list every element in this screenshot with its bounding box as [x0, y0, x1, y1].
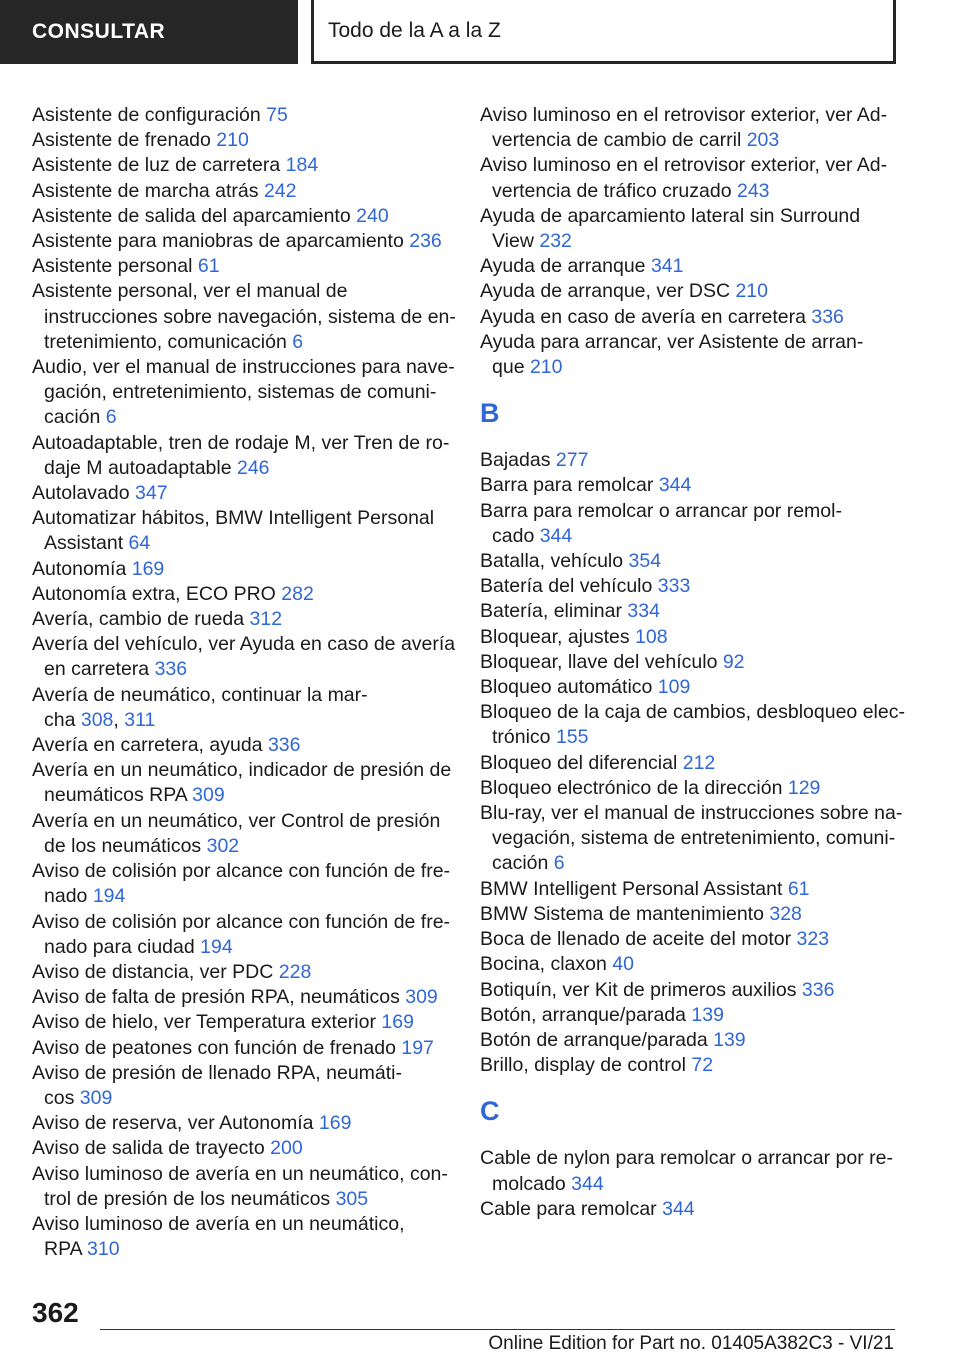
page-reference-link[interactable]: 184 [285, 154, 319, 177]
page-reference-link[interactable]: 344 [658, 474, 692, 497]
page-reference-link[interactable]: 328 [769, 902, 802, 925]
page-reference-link[interactable]: 61 [787, 877, 810, 900]
page-reference-link[interactable]: 341 [650, 255, 684, 278]
index-entry [480, 305, 900, 330]
page-reference-link[interactable]: 72 [691, 1054, 714, 1077]
index-entry-text: Bloquear, llave del vehículo [480, 650, 723, 673]
chapter-tab-label: Todo de la A a la Z [328, 18, 501, 42]
index-entry [32, 153, 452, 178]
index-entry-text: Ayuda de arranque [480, 255, 651, 278]
index-entry [480, 952, 900, 977]
index-entry-text: vertencia de cambio de carril [492, 129, 747, 152]
index-entry-text: Audio, ver el manual de instrucciones para nave‐ [32, 356, 455, 379]
index-entry-text: Bloqueo de la caja de cambios, desbloqueo elec‐ [480, 701, 905, 724]
index-entry [32, 254, 452, 279]
index-entry [480, 751, 900, 776]
index-entry [480, 1197, 900, 1222]
index-entry [480, 675, 900, 700]
index-entry [480, 1028, 900, 1053]
index-entry-text: Bloqueo automático [480, 676, 658, 699]
index-entry [32, 431, 452, 481]
index-entry-text: Blu-ray, ver el manual de instrucciones sobre na‐ [480, 802, 903, 825]
index-entry [32, 1061, 452, 1111]
page-reference-link[interactable]: 302 [206, 834, 240, 857]
page-reference-link[interactable]: 6 [553, 852, 565, 875]
index-entry-text: Autolavado [32, 482, 135, 505]
index-entry [480, 650, 900, 675]
index-entry-text: Boca de llenado de aceite del motor [480, 928, 797, 951]
index-entry-text: Bloqueo del diferencial [480, 751, 683, 774]
page-reference-link[interactable]: 282 [281, 582, 314, 605]
index-entry-text: Asistente personal, ver el manual de [32, 280, 348, 303]
page-reference-link[interactable]: 228 [278, 960, 312, 983]
page-reference-link[interactable]: 309 [405, 986, 438, 1009]
index-entry-text: Bloqueo electrónico de la dirección [480, 776, 788, 799]
page-reference-link[interactable]: 139 [713, 1028, 746, 1051]
index-entry-text: Ayuda para arrancar, ver Asistente de arran‐ [480, 330, 864, 353]
index-entry [32, 1136, 452, 1161]
page-reference-link[interactable]: 309 [192, 784, 225, 807]
index-entry-text: daje M autoadaptable [44, 456, 237, 479]
index-entry [32, 859, 452, 909]
page-reference-link[interactable]: 210 [735, 280, 768, 303]
index-entry-text: cado [492, 524, 540, 547]
index-entry [480, 1003, 900, 1028]
page-reference-link[interactable]: 336 [154, 658, 188, 681]
index-entry-text: molcado [492, 1172, 572, 1195]
page-reference-link[interactable]: 347 [135, 482, 168, 505]
index-entry-text: BMW Sistema de mantenimiento [480, 902, 770, 925]
index-entry-text: Aviso de salida de trayecto [32, 1137, 271, 1160]
index-entry-text: Ayuda en caso de avería en carretera [480, 305, 812, 328]
index-entry [480, 599, 900, 624]
index-entry-text: cha [44, 708, 81, 731]
page-reference-link[interactable]: 92 [722, 650, 745, 673]
page-reference-link[interactable]: 169 [318, 1112, 352, 1135]
page-reference-link[interactable]: 169 [381, 1011, 414, 1034]
index-entry-text: Brillo, display de control [480, 1054, 692, 1077]
index-entry [480, 103, 900, 153]
index-entry [32, 985, 452, 1010]
page-reference-link[interactable]: 6 [105, 406, 117, 429]
page-reference-link[interactable]: 333 [657, 575, 691, 598]
index-entry-text: Batalla, vehículo [480, 550, 629, 573]
index-column-left [32, 103, 456, 1262]
page-reference-link[interactable]: 243 [736, 179, 770, 202]
page-reference-link[interactable]: 354 [628, 550, 662, 573]
index-entry [480, 549, 900, 574]
index-entry [32, 229, 452, 254]
page-reference-link[interactable]: 323 [796, 928, 830, 951]
index-entry-text: Aviso de distancia, ver PDC [32, 960, 279, 983]
index-entry-text: Bocina, claxon [480, 953, 613, 976]
page-reference-link[interactable]: 334 [627, 600, 660, 623]
index-entry-text: Avería en carretera, ayuda [32, 734, 268, 757]
index-entry-text: instrucciones sobre navegación, sistema de en‐ [44, 305, 456, 328]
page-reference-link[interactable]: 210 [529, 356, 563, 379]
index-section-letter: C [480, 1096, 500, 1127]
page-reference-link[interactable]: 242 [263, 179, 297, 202]
index-entry-text: Autonomía extra, ECO PRO [32, 582, 282, 605]
page-reference-link[interactable]: 169 [131, 557, 165, 580]
index-entry-text: Asistente de frenado [32, 129, 217, 152]
page-reference-link[interactable]: 139 [691, 1003, 724, 1026]
index-entry [32, 607, 452, 632]
index-entry [32, 128, 452, 153]
page-reference-link[interactable]: 310 [87, 1238, 120, 1261]
index-entry-text: Asistente personal [32, 255, 198, 278]
page-reference-link[interactable]: 309 [79, 1086, 113, 1109]
index-entry-text: Aviso de peatones con función de frenado [32, 1036, 402, 1059]
index-entry [480, 877, 900, 902]
page-reference-link[interactable]: 305 [335, 1187, 369, 1210]
index-entry-text: Asistente de marcha atrás [32, 179, 264, 202]
page-reference-link[interactable]: 210 [216, 129, 249, 152]
index-entry [32, 910, 452, 960]
page-reference-link[interactable]: 344 [662, 1197, 695, 1220]
page-reference-link[interactable]: 6 [292, 330, 304, 353]
section-tab-label: CONSULTAR [32, 20, 166, 43]
index-entry [480, 153, 900, 203]
index-entry [480, 1053, 900, 1078]
page-reference-link[interactable]: 108 [635, 625, 668, 648]
page-reference-link[interactable]: 312 [249, 608, 283, 631]
index-entry-text: Asistente para maniobras de aparcamiento [32, 230, 410, 253]
index-entry-text: cos [44, 1086, 80, 1109]
index-entry [480, 902, 900, 927]
index-entry-text: que [492, 356, 530, 379]
section-tab[interactable] [0, 0, 298, 64]
page-reference-link[interactable]: 232 [539, 230, 572, 253]
index-entry [480, 776, 900, 801]
page-reference-link[interactable]: 308 [80, 708, 114, 731]
index-entry-text: Asistente de luz de carretera [32, 154, 286, 177]
index-entry: Avería de neumático, continuar la mar‐ cha 308, 311 [32, 683, 368, 731]
page-reference-link[interactable]: 236 [409, 230, 442, 253]
page-reference-link[interactable]: 40 [612, 953, 634, 976]
index-entry-text: nado para ciudad [44, 935, 201, 958]
index-entry-text: Batería del vehículo [480, 575, 658, 598]
index-entry [480, 448, 900, 473]
index-entry-text: gación, entretenimiento, sistemas de comuni‐ [44, 381, 437, 404]
page-reference-link[interactable]: 203 [746, 129, 780, 152]
index-entry-text: cación [44, 406, 106, 429]
index-entry [32, 1111, 452, 1136]
chapter-tab[interactable] [311, 0, 896, 64]
edition-note: Online Edition for Part no. 01405A382C3 - VI/21 [488, 1333, 894, 1354]
index-entry-text: Barra para remolcar o arrancar por remol‐ [480, 499, 842, 522]
index-entry-text: neumáticos RPA [44, 784, 193, 807]
index-entry [480, 254, 900, 279]
index-entry-text: Aviso luminoso en el retrovisor exterior, ver Ad‐ [480, 154, 888, 177]
page-reference-link[interactable]: 336 [801, 978, 835, 1001]
page-reference-link[interactable]: 336 [267, 734, 301, 757]
index-entry-text: trol de presión de los neumáticos [44, 1187, 336, 1210]
index-entry-text: Aviso luminoso de avería en un neumático, [32, 1212, 405, 1235]
index-entry [32, 1212, 452, 1262]
index-entry [32, 960, 452, 985]
index-entry [32, 279, 456, 355]
index-entry-text: Batería, eliminar [480, 600, 628, 623]
index-entry [32, 758, 452, 808]
page-reference-link[interactable]: 61 [197, 255, 220, 278]
page-reference-link[interactable]: 212 [682, 751, 716, 774]
index-entry [32, 582, 452, 607]
index-entry-text: tretenimiento, comunicación [44, 330, 293, 353]
index-entry [32, 809, 452, 859]
index-entry-text: cación [492, 852, 554, 875]
index-entry [32, 632, 456, 682]
index-entry [32, 103, 452, 128]
index-entry-text: Avería en un neumático, ver Control de presión [32, 809, 441, 832]
index-entry-text: Botiquín, ver Kit de primeros auxilios [480, 978, 802, 1001]
page-reference-link[interactable]: 64 [128, 532, 151, 555]
index-entry-text: Avería en un neumático, indicador de presión de [32, 759, 452, 782]
index-entry [32, 1162, 452, 1212]
index-entry-text: Asistente de configuración [32, 104, 267, 126]
index-entry-text: Autoadaptable, tren de rodaje M, ver Tren de ro‐ [32, 431, 450, 454]
index-entry-text: Automatizar hábitos, BMW Intelligent Personal [32, 507, 435, 530]
index-column-right [480, 103, 905, 1222]
page-reference-link[interactable]: 344 [539, 524, 573, 547]
page-reference-link[interactable]: 197 [401, 1036, 434, 1059]
index-entry-text: en carretera [44, 658, 155, 681]
page-reference-link[interactable]: 155 [555, 726, 589, 749]
index-entry-text: BMW Intelligent Personal Assistant [480, 877, 788, 900]
index-entry-text: Aviso luminoso en el retrovisor exterior, ver Ad‐ [480, 104, 888, 126]
page-number: 362 [32, 1297, 79, 1328]
index-entry-text: Botón de arranque/parada [480, 1028, 714, 1051]
index-entry [32, 355, 455, 431]
index-entry-text: nado [44, 885, 93, 908]
page-reference-link[interactable]: 194 [92, 885, 126, 908]
index-entry-text: vegación, sistema de entretenimiento, comuni‐ [492, 827, 896, 850]
index-entry-text: Asistente de salida del aparcamiento [32, 204, 357, 227]
index-entry-text: Avería de neumático, continuar la mar‐ [32, 683, 368, 706]
index-entry-text: Cable de nylon para remolcar o arrancar por re‐ [480, 1147, 893, 1170]
index-entry [480, 927, 900, 952]
index-entry-text: Aviso luminoso de avería en un neumático, con‐ [32, 1162, 448, 1185]
page-reference-link[interactable]: 344 [571, 1172, 604, 1195]
index-entry [32, 733, 452, 758]
index-entry [32, 179, 452, 204]
index-entry [480, 473, 900, 498]
index-entry [32, 1036, 452, 1061]
index-entry-text: Bloquear, ajustes [480, 625, 636, 648]
index-entry-text: Autonomía [32, 557, 132, 580]
index-entry [480, 204, 900, 254]
index-entry [480, 801, 903, 877]
page-reference-link[interactable]: 246 [236, 456, 270, 479]
page-reference-link[interactable]: 75 [266, 104, 288, 126]
index-entry-text: Botón, arranque/parada [480, 1003, 692, 1026]
index-entry [32, 557, 452, 582]
page-reference-link[interactable]: 129 [787, 776, 821, 799]
index-entry-text: de los neumáticos [44, 834, 207, 857]
index-entry-text: Ayuda de aparcamiento lateral sin Surround [480, 204, 861, 227]
index-section-letter: B [480, 398, 500, 429]
index-entry-text: Aviso de colisión por alcance con función de fre‐ [32, 860, 451, 883]
index-entry-text: Aviso de reserva, ver Autonomía [32, 1112, 319, 1135]
index-entry [480, 700, 905, 750]
page-reference-link[interactable]: 311 [124, 708, 156, 731]
page-reference-link[interactable]: 336 [811, 305, 844, 328]
index-entry-text: vertencia de tráfico cruzado [492, 179, 737, 202]
index-entry-text: trónico [492, 726, 556, 749]
index-entry [480, 574, 900, 599]
index-entry-text: Aviso de presión de llenado RPA, neumáti‐ [32, 1061, 402, 1084]
index-entry [480, 499, 900, 549]
page-reference-link[interactable]: 194 [200, 935, 233, 958]
page-reference-link[interactable]: 200 [270, 1137, 303, 1160]
footer-divider [100, 1329, 895, 1330]
index-entry-text: Avería del vehículo, ver Ayuda en caso de avería [32, 633, 456, 656]
index-entry-text: Avería, cambio de rueda [32, 608, 250, 631]
index-entry-text: Assistant [44, 532, 129, 555]
index-entry-text: View [492, 230, 540, 253]
index-entry-text: Bajadas [480, 449, 556, 472]
index-entry-text: Ayuda de arranque, ver DSC [480, 280, 736, 303]
index-entry-text: Aviso de falta de presión RPA, neumáticos [32, 986, 406, 1009]
page-reference-link[interactable]: 240 [356, 204, 389, 227]
index-entry [480, 625, 900, 650]
index-entry-text: Barra para remolcar [480, 474, 659, 497]
index-entry-text: Cable para remolcar [480, 1197, 663, 1220]
index-entry [480, 1146, 900, 1196]
index-entry [480, 279, 900, 304]
index-entry [32, 481, 452, 506]
index-entry-text: Aviso de hielo, ver Temperatura exterior [32, 1011, 382, 1034]
index-entry [480, 330, 900, 380]
page-reference-link[interactable]: 277 [555, 449, 589, 472]
index-entry [480, 978, 900, 1003]
page-reference-link[interactable]: 109 [657, 676, 691, 699]
index-entry-text: RPA [44, 1238, 87, 1261]
index-entry-text: Aviso de colisión por alcance con función de fre‐ [32, 910, 451, 933]
index-entry [32, 1010, 452, 1035]
index-entry [32, 204, 452, 229]
index-entry [32, 506, 452, 556]
